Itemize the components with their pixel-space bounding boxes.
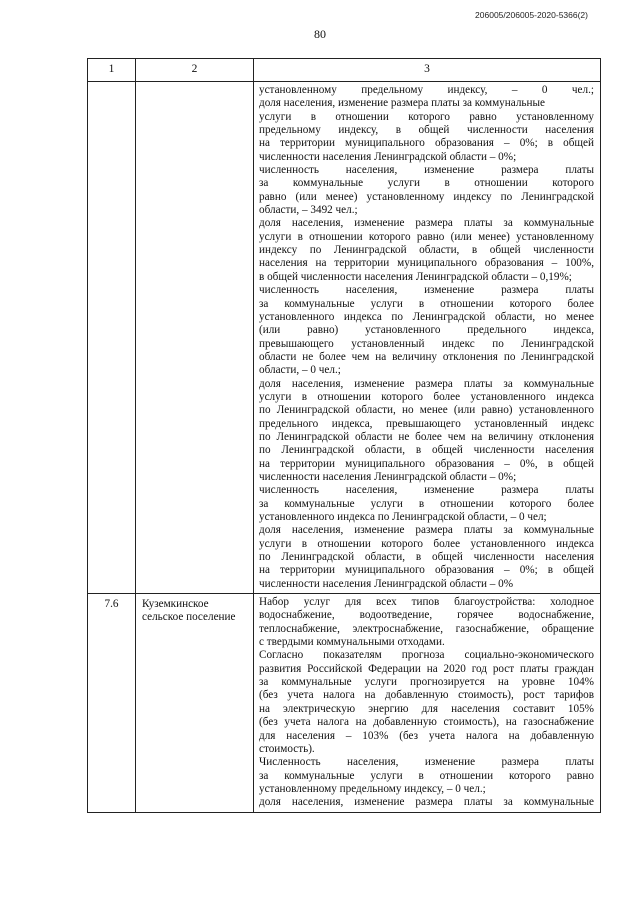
text-line: населения на территории муниципального образования – 100%,	[259, 257, 594, 270]
text-line: за коммунальные услуги в отношении которого более	[259, 297, 594, 310]
row-number-cell	[88, 82, 136, 594]
text-line: превышающего установленный индекс по Ленинградской	[259, 337, 594, 350]
text-line: численности населения Ленинградской области – 0%;	[259, 470, 517, 483]
text-line: численности населения Ленинградской области – 0%;	[259, 150, 517, 163]
text-line: установленного индекса по Ленинградской области, но менее	[259, 310, 594, 323]
table-row-7-6	[88, 594, 601, 813]
text-line: Численность населения, изменение размера платы	[259, 756, 594, 769]
column-header-3: 3	[254, 59, 601, 82]
page-number: 80	[314, 27, 326, 41]
text-line: по Ленинградской области не более чем на величину отклонения	[259, 430, 594, 443]
text-line: Согласно показателям прогноза социально-экономического	[259, 649, 594, 662]
text-line: численность населения, изменение размера платы	[259, 164, 594, 177]
text-line: за коммунальные услуги в отношении которого более	[259, 497, 594, 510]
text-line: услуги в отношении которого равно установленному	[259, 110, 594, 123]
table-row-continuation	[88, 82, 601, 594]
text-line: для населения – 103% (без учета налога на добавленную	[259, 729, 594, 742]
document-code: 206005/206005-2020-5366(2)	[475, 10, 588, 20]
text-line: в общей численности населения Ленинградской области – 0,19%;	[259, 270, 572, 283]
text-line: за коммунальные услуги прогнозируется на уровне 104%	[259, 676, 594, 689]
text-line: установленному предельному индексу, – 0 чел.;	[259, 84, 594, 96]
settlement-name-cell: Куземкинское сельское поселение	[136, 594, 254, 813]
text-line: доля населения, изменение размера платы за коммунальные	[259, 97, 545, 110]
text-line: развития Российской Федерации на 2020 год рост платы граждан	[259, 662, 594, 675]
settlement-name-cell	[136, 82, 254, 594]
row-number-cell: 7.6	[88, 594, 136, 813]
report-table	[87, 58, 601, 813]
description-cell	[254, 594, 601, 813]
text-line: с твердыми коммунальными отходами.	[259, 636, 445, 649]
text-line: области не более чем на величину отклонения по Ленинградской	[259, 350, 594, 363]
text-line: стоимость).	[259, 742, 315, 755]
text-line: предельному индексу, в общей численности населения	[259, 124, 594, 137]
text-line: на территории муниципального образования – 0%, в общей	[259, 457, 594, 470]
text-line: (без учета налога на добавленную стоимость), на газоснабжение	[259, 716, 594, 729]
text-line: Набор услуг для всех типов благоустройства: холодное	[259, 596, 594, 609]
text-line: услуги в отношении которого более установленного индекса	[259, 390, 594, 403]
table-header-row	[88, 59, 601, 82]
text-line: установленному предельному индексу, – 0 чел.;	[259, 782, 486, 795]
text-line: (без учета налога на добавленную стоимость), рост тарифов	[259, 689, 594, 702]
text-line: индексу по Ленинградской области, в общей численности	[259, 244, 594, 257]
text-line: доля населения, изменение размера платы за коммунальные	[259, 524, 594, 537]
text-line: на электрическую энергию для населения составит 105%	[259, 702, 594, 715]
text-line: численность населения, изменение размера платы	[259, 284, 594, 297]
description-cell	[254, 82, 601, 594]
text-line: услуги в отношении которого равно (или менее) установленному	[259, 230, 594, 243]
text-line: по Ленинградской области, в общей численности населения	[259, 551, 594, 564]
text-line: доля населения, изменение размера платы за коммунальные	[259, 377, 594, 390]
text-line: области, – 3492 чел.;	[259, 204, 358, 217]
text-line: предельного индекса, превышающего установленный индекс	[259, 417, 594, 430]
text-line: равно (или менее) установленному индексу по Ленинградской	[259, 190, 594, 203]
text-line: численности населения Ленинградской области – 0%	[259, 577, 514, 590]
text-line: установленного индекса по Ленинградской области, – 0 чел;	[259, 511, 547, 523]
text-line: (или равно) установленного предельного индекса,	[259, 324, 594, 337]
column-header-2: 2	[136, 59, 254, 82]
text-line: водоснабжение, водоотведение, горячее водоснабжение,	[259, 609, 594, 622]
text-line: услуги в отношении которого более установленного индекса	[259, 537, 594, 550]
text-line: доля населения, изменение размера платы за коммунальные	[259, 217, 594, 230]
text-line: по Ленинградской области, в общей численности населения	[259, 444, 594, 457]
text-line: на территории муниципального образования – 0%; в общей	[259, 564, 594, 577]
text-line: доля населения, изменение размера платы за коммунальные	[259, 796, 594, 809]
text-line: теплоснабжение, электроснабжение, газоснабжение, обращение	[259, 622, 594, 635]
text-line: по Ленинградской области, но менее (или равно) установленного	[259, 404, 594, 417]
text-line: области, – 0 чел.;	[259, 364, 341, 377]
text-line: численность населения, изменение размера платы	[259, 484, 594, 497]
text-line: за коммунальные услуги в отношении которого	[259, 177, 594, 190]
text-line: за коммунальные услуги в отношении которого равно	[259, 769, 594, 782]
column-header-1: 1	[88, 59, 136, 82]
text-line: на территории муниципального образования – 0%; в общей	[259, 137, 594, 150]
